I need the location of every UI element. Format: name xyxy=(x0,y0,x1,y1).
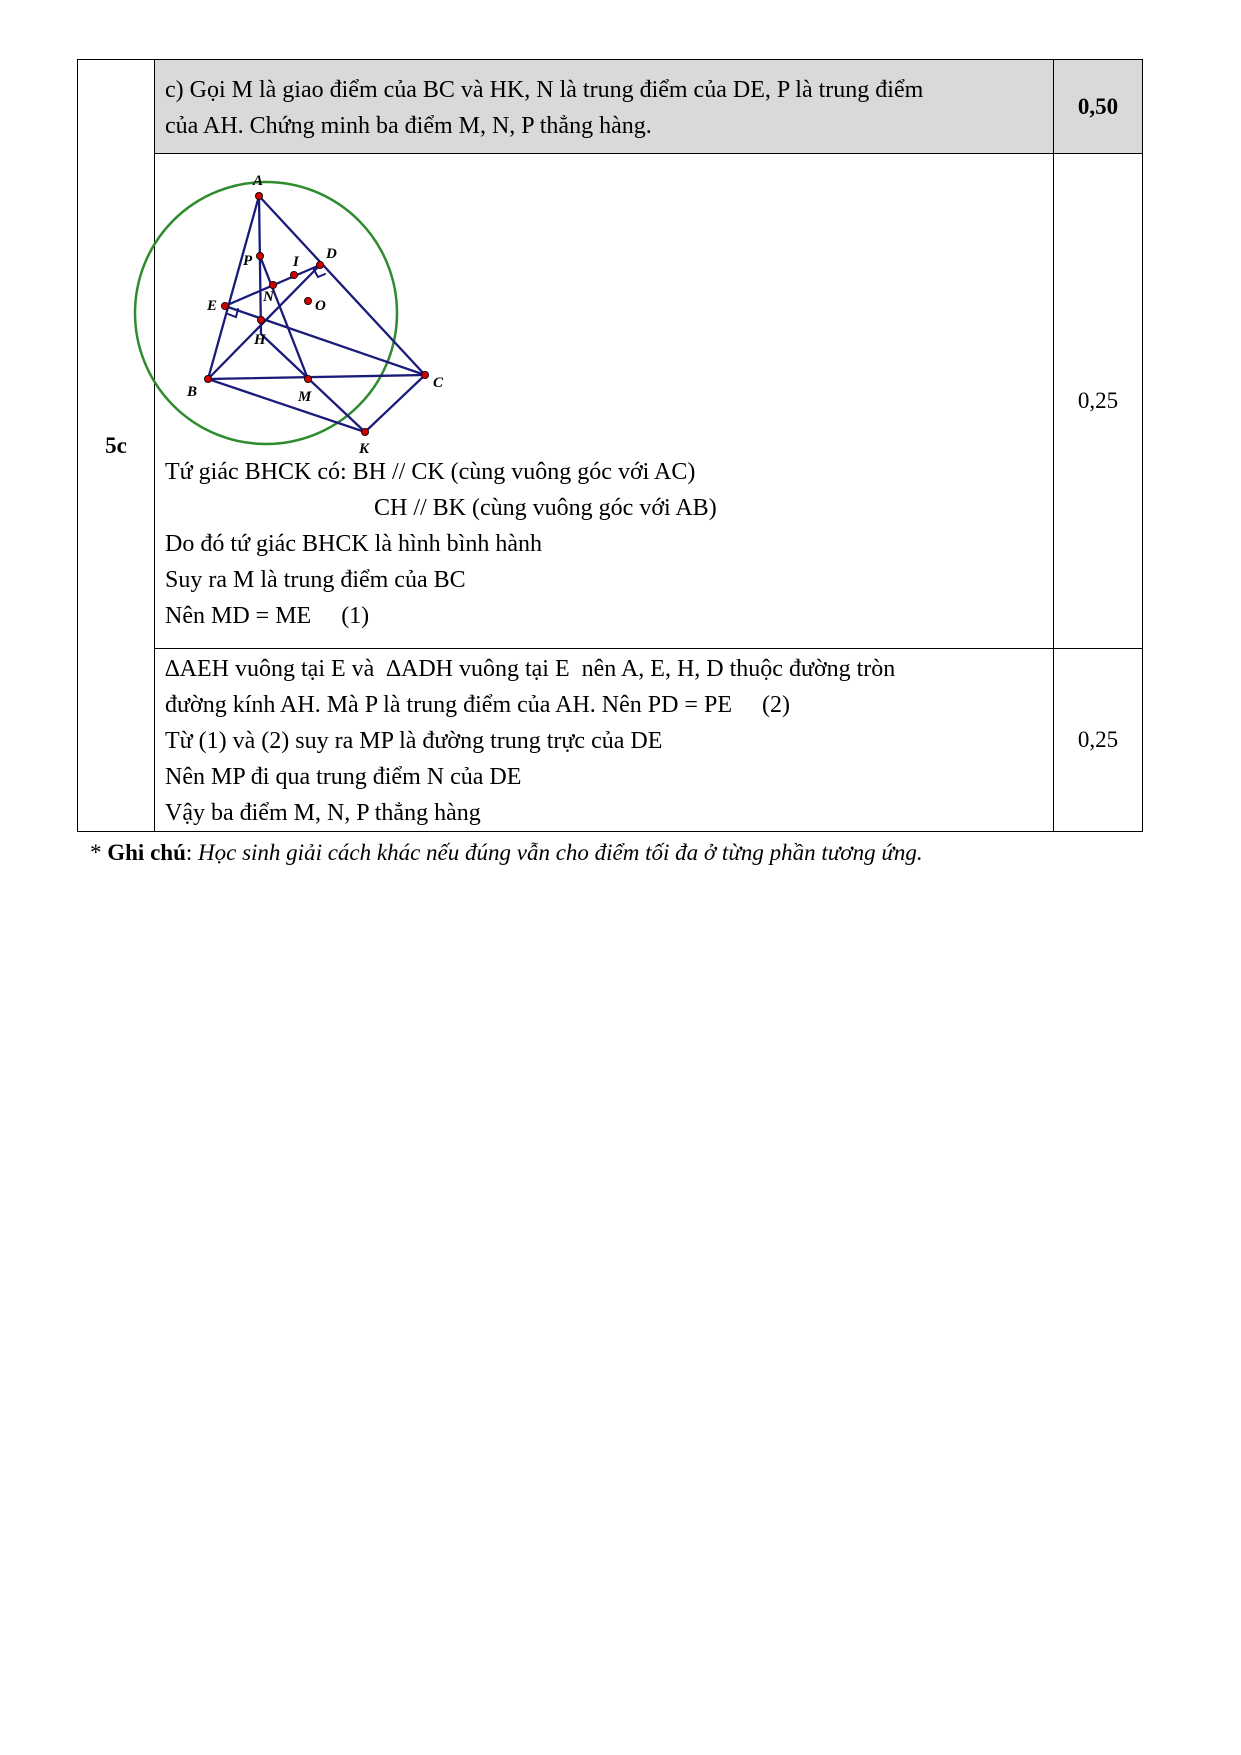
label-n: N xyxy=(263,289,274,305)
segment-ck xyxy=(365,375,425,432)
part2-cell xyxy=(155,649,1054,832)
segment-bc xyxy=(208,375,425,379)
label-b: B xyxy=(187,384,198,400)
grading-table xyxy=(77,59,1143,832)
segment-ac xyxy=(259,196,425,375)
label-p: P xyxy=(243,253,253,269)
point-p xyxy=(256,252,263,259)
point-k xyxy=(361,428,368,435)
segment-ah xyxy=(259,196,261,334)
part1-line-1: Tứ giác BHCK có: BH // CK (cùng vuông góc với AC) xyxy=(165,459,696,485)
part2-score: 0,25 xyxy=(1054,649,1143,832)
point-m xyxy=(304,375,311,382)
question-line-1: c) Gọi M là giao điểm của BC và HK, N là trung điểm của DE, P là trung điểm xyxy=(165,76,924,103)
label-i: I xyxy=(293,254,299,270)
footnote-text: Học sinh giải cách khác nếu đúng vẫn cho điểm tối đa ở từng phần tương ứng. xyxy=(198,840,923,865)
label-h: H xyxy=(254,332,266,348)
question-cell xyxy=(155,60,1054,154)
question-score: 0,50 xyxy=(1054,60,1143,154)
label-m: M xyxy=(298,389,312,405)
label-d: D xyxy=(326,246,337,262)
part1-cell xyxy=(155,154,1054,649)
point-o xyxy=(304,297,311,304)
label-e: E xyxy=(207,298,218,314)
right-angle-mark-d xyxy=(313,268,325,277)
row-label: 5c xyxy=(78,60,155,832)
point-i xyxy=(290,271,297,278)
part2-line-5: Vậy ba điểm M, N, P thẳng hàng xyxy=(165,800,481,826)
part2-line-4: Nên MP đi qua trung điểm N của DE xyxy=(165,764,522,790)
label-a: A xyxy=(253,173,264,189)
point-c xyxy=(421,371,428,378)
segment-bk xyxy=(208,379,365,432)
question-row xyxy=(78,60,1143,154)
part2-line-3: Từ (1) và (2) suy ra MP là đường trung trực của DE xyxy=(165,728,663,754)
point-h xyxy=(257,316,264,323)
label-o: O xyxy=(315,298,326,314)
part1-row xyxy=(78,154,1143,649)
part1-line-2: CH // BK (cùng vuông góc với AB) xyxy=(374,495,717,521)
question-line-2: của AH. Chứng minh ba điểm M, N, P thẳng hàng. xyxy=(165,112,652,139)
geometry-figure xyxy=(163,160,444,457)
circumcircle xyxy=(135,182,397,444)
footnote-label: Ghi chú xyxy=(107,840,186,865)
footnote-prefix: * xyxy=(90,840,108,865)
point-d xyxy=(316,261,323,268)
footnote xyxy=(90,840,923,866)
part1-line-3: Do đó tứ giác BHCK là hình bình hành xyxy=(165,531,542,557)
footnote-colon: : xyxy=(185,840,199,865)
part1-score: 0,25 xyxy=(1054,154,1143,649)
part2-line-2: đường kính AH. Mà P là trung điểm của AH. Nên PD = PE (2) xyxy=(165,692,790,718)
part2-line-1: ∆AEH vuông tại E và ∆ADH vuông tại E nên A, E, H, D thuộc đường tròn xyxy=(165,656,896,682)
point-b xyxy=(204,375,211,382)
point-n xyxy=(269,281,276,288)
part2-row xyxy=(78,649,1143,832)
point-e xyxy=(221,302,228,309)
point-a xyxy=(255,192,262,199)
part1-line-5: Nên MD = ME (1) xyxy=(165,603,370,629)
label-k: K xyxy=(359,441,370,457)
label-c: C xyxy=(433,375,444,391)
part1-line-4: Suy ra M là trung điểm của BC xyxy=(165,567,466,593)
